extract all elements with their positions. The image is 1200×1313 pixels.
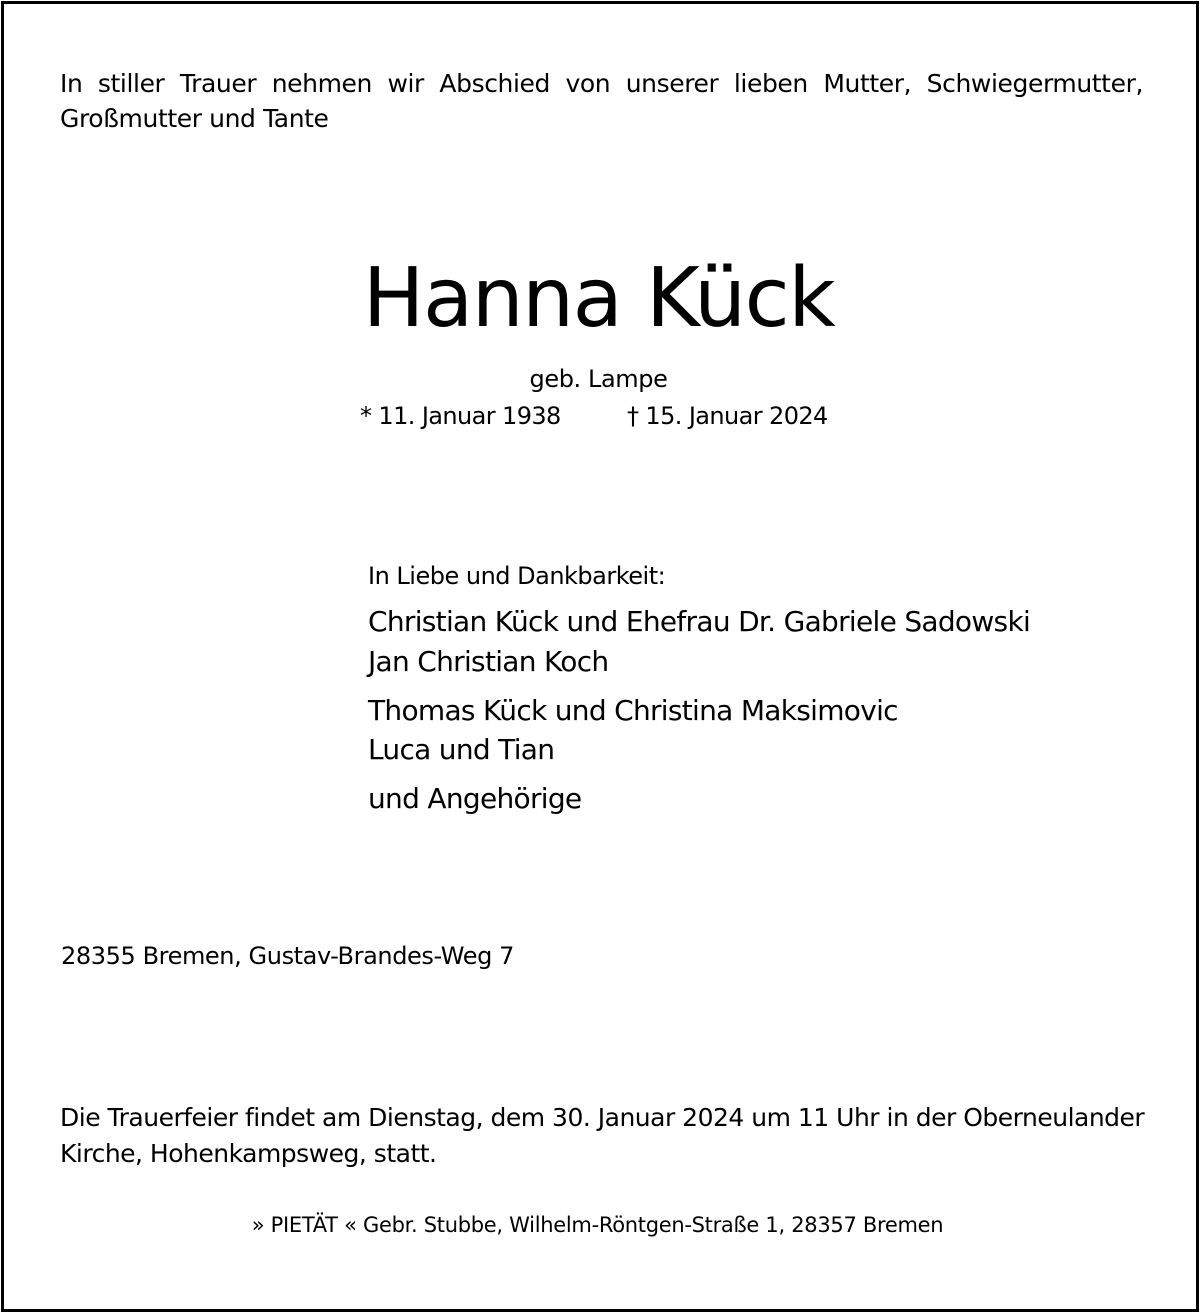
- mourner-line: Luca und Tian: [368, 733, 555, 766]
- mourner-line: Thomas Kück und Christina Maksimovic: [368, 694, 898, 727]
- deceased-name: Hanna Kück: [362, 251, 835, 346]
- mourner-line: Christian Kück und Ehefrau Dr. Gabriele Sadowski: [368, 605, 1031, 638]
- ceremony-line-2: Kirche, Hohenkampsweg, statt.: [60, 1139, 437, 1168]
- birth-date: * 11. Januar 1938: [360, 402, 561, 430]
- intro-line-2: Großmutter und Tante: [60, 104, 329, 133]
- ceremony-line-1: Die Trauerfeier findet am Dienstag, dem 30. Januar 2024 um 11 Uhr in der Oberneulander: [60, 1103, 1145, 1132]
- intro-text: [60, 66, 1143, 136]
- family-address: 28355 Bremen, Gustav-Brandes-Weg 7: [61, 942, 515, 970]
- ceremony-info: [60, 1100, 1144, 1172]
- undertaker-info: » PIETÄT « Gebr. Stubbe, Wilhelm-Röntgen-Straße 1, 28357 Bremen: [251, 1213, 944, 1237]
- death-date: † 15. Januar 2024: [627, 402, 828, 430]
- mourners-heading: In Liebe und Dankbarkeit:: [368, 562, 666, 590]
- birth-name: geb. Lampe: [529, 365, 668, 393]
- mourner-line: Jan Christian Koch: [368, 645, 609, 678]
- intro-line-1: In stiller Trauer nehmen wir Abschied von unserer lieben Mutter, Schwiegermutter,: [60, 69, 1143, 98]
- mourner-line: und Angehörige: [368, 782, 582, 815]
